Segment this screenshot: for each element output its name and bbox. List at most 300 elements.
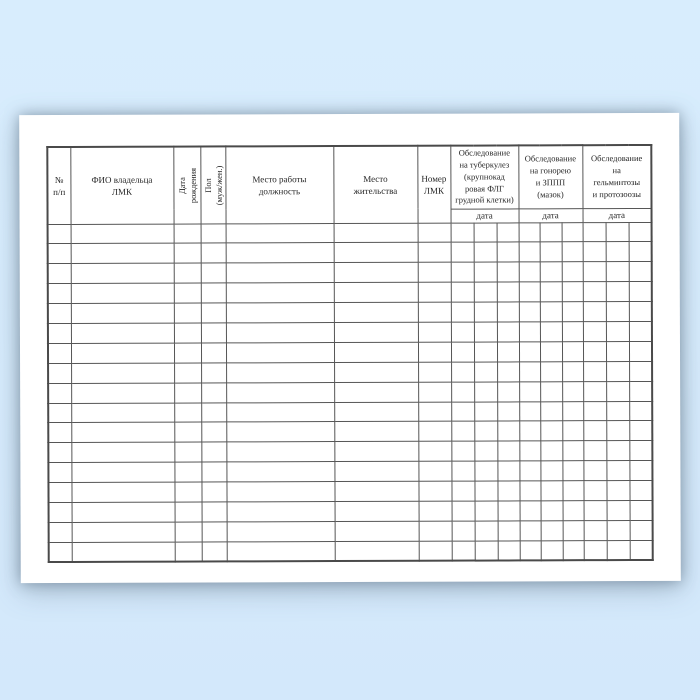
empty-cell — [540, 381, 562, 401]
table-row — [48, 461, 652, 483]
empty-cell — [541, 541, 563, 561]
empty-cell — [519, 282, 540, 302]
empty-cell — [334, 302, 418, 322]
empty-cell — [562, 262, 583, 282]
table-row — [48, 381, 652, 403]
header-gonorrhea-date: дата — [519, 208, 583, 222]
empty-cell — [71, 283, 174, 303]
empty-cell — [497, 461, 519, 481]
empty-cell — [48, 363, 71, 383]
empty-cell — [519, 381, 540, 401]
empty-cell — [583, 341, 606, 361]
empty-cell — [475, 521, 498, 541]
empty-cell — [562, 342, 583, 362]
empty-cell — [583, 361, 606, 381]
empty-cell — [226, 422, 334, 442]
empty-cell — [540, 481, 562, 501]
table-row — [48, 421, 652, 443]
empty-cell — [540, 282, 562, 302]
empty-cell — [174, 422, 201, 442]
header-birth-date — [173, 147, 200, 224]
empty-cell — [174, 303, 201, 323]
empty-cell — [606, 242, 629, 262]
table-row — [48, 222, 652, 244]
empty-cell — [227, 541, 335, 561]
empty-cell — [201, 442, 226, 462]
empty-cell — [334, 442, 418, 462]
table-body — [48, 222, 653, 562]
empty-cell — [174, 343, 201, 363]
medical-book-registry-table — [46, 144, 654, 563]
header-helminth-exam: Обследование на гельминтозы и протозоозы — [582, 145, 651, 208]
empty-cell — [174, 482, 201, 502]
empty-cell — [630, 540, 653, 560]
empty-cell — [48, 403, 71, 423]
empty-cell — [606, 262, 629, 282]
empty-cell — [607, 540, 630, 560]
empty-cell — [71, 343, 174, 363]
empty-cell — [71, 303, 174, 323]
empty-cell — [418, 422, 451, 442]
empty-cell — [629, 461, 652, 481]
table-row — [48, 282, 652, 304]
empty-cell — [335, 501, 419, 521]
empty-cell — [540, 342, 562, 362]
empty-cell — [583, 481, 606, 501]
empty-cell — [630, 520, 653, 540]
empty-cell — [519, 401, 540, 421]
empty-cell — [475, 541, 498, 561]
empty-cell — [540, 322, 562, 342]
empty-cell — [562, 421, 583, 441]
empty-cell — [452, 521, 475, 541]
table-row — [48, 321, 652, 343]
empty-cell — [630, 500, 653, 520]
empty-cell — [607, 520, 630, 540]
empty-cell — [226, 263, 334, 283]
empty-cell — [474, 222, 497, 242]
empty-cell — [334, 342, 418, 362]
empty-cell — [606, 282, 629, 302]
empty-cell — [227, 521, 335, 541]
empty-cell — [48, 343, 71, 363]
table-row — [48, 242, 652, 264]
empty-cell — [418, 302, 451, 322]
empty-cell — [451, 322, 474, 342]
empty-cell — [606, 421, 629, 441]
empty-cell — [418, 441, 451, 461]
empty-cell — [540, 421, 562, 441]
empty-cell — [497, 282, 519, 302]
empty-cell — [174, 263, 201, 283]
empty-cell — [451, 302, 474, 322]
empty-cell — [226, 442, 334, 462]
empty-cell — [452, 541, 475, 561]
empty-cell — [418, 262, 451, 282]
document-page — [19, 113, 681, 583]
empty-cell — [419, 501, 452, 521]
empty-cell — [629, 481, 652, 501]
empty-cell — [451, 282, 474, 302]
header-lmk-number: Номер ЛМК — [417, 146, 450, 223]
empty-cell — [497, 342, 519, 362]
empty-cell — [629, 421, 652, 441]
empty-cell — [474, 441, 497, 461]
empty-cell — [226, 342, 334, 362]
empty-cell — [629, 341, 652, 361]
empty-cell — [201, 283, 226, 303]
empty-cell — [71, 442, 174, 462]
empty-cell — [474, 481, 497, 501]
empty-cell — [226, 362, 334, 382]
empty-cell — [562, 282, 583, 302]
empty-cell — [474, 402, 497, 422]
empty-cell — [48, 423, 71, 443]
header-residence: Место жительства — [333, 146, 417, 223]
empty-cell — [201, 243, 226, 263]
empty-cell — [226, 462, 334, 482]
empty-cell — [71, 323, 174, 343]
empty-cell — [540, 441, 562, 461]
empty-cell — [451, 362, 474, 382]
empty-cell — [474, 342, 497, 362]
empty-cell — [71, 244, 174, 264]
empty-cell — [451, 262, 474, 282]
empty-cell — [174, 442, 201, 462]
empty-cell — [519, 302, 540, 322]
empty-cell — [201, 343, 226, 363]
empty-cell — [606, 321, 629, 341]
empty-cell — [562, 481, 583, 501]
empty-cell — [201, 323, 226, 343]
empty-cell — [451, 242, 474, 262]
empty-cell — [562, 401, 583, 421]
empty-cell — [497, 222, 519, 242]
header-tb-exam: Обследование на туберкулез (крупнокад ровая ФЛГ грудной клетки) — [450, 145, 518, 208]
header-tb-date: дата — [451, 208, 519, 222]
empty-cell — [606, 222, 629, 242]
empty-cell — [606, 381, 629, 401]
empty-cell — [418, 461, 451, 481]
table-row — [48, 441, 652, 463]
empty-cell — [606, 461, 629, 481]
empty-cell — [629, 361, 652, 381]
empty-cell — [72, 522, 175, 542]
empty-cell — [334, 422, 418, 442]
empty-cell — [540, 242, 562, 262]
empty-cell — [606, 401, 629, 421]
empty-cell — [540, 461, 562, 481]
empty-cell — [584, 501, 607, 521]
empty-cell — [201, 263, 226, 283]
empty-cell — [334, 402, 418, 422]
empty-cell — [519, 342, 540, 362]
empty-cell — [418, 282, 451, 302]
empty-cell — [334, 382, 418, 402]
empty-cell — [201, 383, 226, 403]
empty-cell — [562, 322, 583, 342]
empty-cell — [497, 362, 519, 382]
empty-cell — [334, 322, 418, 342]
empty-cell — [583, 381, 606, 401]
empty-cell — [174, 403, 201, 423]
empty-cell — [72, 542, 175, 562]
empty-cell — [48, 443, 71, 463]
empty-cell — [563, 501, 584, 521]
empty-cell — [71, 363, 174, 383]
empty-cell — [334, 362, 418, 382]
table-row — [49, 540, 653, 562]
empty-cell — [474, 242, 497, 262]
header-owner-name: ФИО владельца ЛМК — [70, 147, 173, 224]
empty-cell — [519, 262, 540, 282]
empty-cell — [519, 421, 540, 441]
empty-cell — [71, 482, 174, 502]
empty-cell — [583, 262, 606, 282]
header-workplace: Место работы должность — [225, 146, 333, 223]
empty-cell — [520, 501, 541, 521]
empty-cell — [226, 402, 334, 422]
header-gonorrhea-exam: Обследование на гонорею и ЗППП (мазок) — [518, 145, 582, 208]
empty-cell — [562, 381, 583, 401]
header-sex-label: Пол (муж/жен.) — [202, 165, 224, 206]
empty-cell — [174, 283, 201, 303]
empty-cell — [474, 282, 497, 302]
empty-cell — [71, 263, 174, 283]
empty-cell — [175, 542, 202, 562]
empty-cell — [451, 382, 474, 402]
empty-cell — [629, 302, 652, 322]
empty-cell — [583, 441, 606, 461]
empty-cell — [174, 323, 201, 343]
empty-cell — [498, 501, 520, 521]
empty-cell — [519, 461, 540, 481]
empty-cell — [497, 382, 519, 402]
empty-cell — [226, 382, 334, 402]
header-row-main — [47, 145, 651, 210]
empty-cell — [497, 421, 519, 441]
empty-cell — [562, 461, 583, 481]
empty-cell — [540, 302, 562, 322]
empty-cell — [519, 362, 540, 382]
empty-cell — [583, 322, 606, 342]
empty-cell — [418, 481, 451, 501]
empty-cell — [497, 302, 519, 322]
empty-cell — [519, 441, 540, 461]
empty-cell — [174, 243, 201, 263]
empty-cell — [452, 501, 475, 521]
empty-cell — [497, 322, 519, 342]
empty-cell — [497, 481, 519, 501]
empty-cell — [451, 441, 474, 461]
empty-cell — [583, 242, 606, 262]
empty-cell — [541, 501, 563, 521]
empty-cell — [606, 361, 629, 381]
empty-cell — [451, 223, 474, 243]
empty-cell — [498, 541, 520, 561]
empty-cell — [48, 304, 71, 324]
empty-cell — [174, 462, 201, 482]
empty-cell — [497, 401, 519, 421]
empty-cell — [519, 222, 540, 242]
empty-cell — [201, 402, 226, 422]
empty-cell — [226, 303, 334, 323]
empty-cell — [629, 222, 652, 242]
empty-cell — [175, 502, 202, 522]
header-helminth-date: дата — [583, 208, 652, 222]
empty-cell — [418, 322, 451, 342]
empty-cell — [201, 303, 226, 323]
table-row — [49, 520, 653, 542]
empty-cell — [583, 302, 606, 322]
empty-cell — [418, 243, 451, 263]
empty-cell — [175, 522, 202, 542]
empty-cell — [540, 222, 562, 242]
empty-cell — [497, 441, 519, 461]
empty-cell — [334, 481, 418, 501]
empty-cell — [562, 222, 583, 242]
empty-cell — [226, 283, 334, 303]
header-birth-date-label: Дата рождения — [176, 167, 197, 203]
empty-cell — [629, 321, 652, 341]
empty-cell — [451, 461, 474, 481]
empty-cell — [540, 401, 562, 421]
table-row — [48, 262, 652, 284]
empty-cell — [451, 481, 474, 501]
empty-cell — [48, 323, 71, 343]
empty-cell — [418, 382, 451, 402]
empty-cell — [606, 341, 629, 361]
empty-cell — [48, 284, 71, 304]
empty-cell — [334, 461, 418, 481]
header-row-number: № п/п — [47, 147, 70, 224]
empty-cell — [475, 501, 498, 521]
empty-cell — [541, 521, 563, 541]
empty-cell — [201, 462, 226, 482]
empty-cell — [71, 423, 174, 443]
empty-cell — [474, 322, 497, 342]
empty-cell — [227, 502, 335, 522]
empty-cell — [540, 262, 562, 282]
empty-cell — [335, 541, 419, 561]
empty-cell — [201, 422, 226, 442]
empty-cell — [71, 383, 174, 403]
empty-cell — [451, 421, 474, 441]
empty-cell — [226, 223, 334, 243]
empty-cell — [49, 522, 72, 542]
empty-cell — [418, 342, 451, 362]
empty-cell — [451, 402, 474, 422]
empty-cell — [519, 242, 540, 262]
empty-cell — [474, 302, 497, 322]
empty-cell — [474, 461, 497, 481]
empty-cell — [48, 224, 71, 244]
empty-cell — [202, 502, 227, 522]
table-row — [48, 401, 652, 423]
empty-cell — [48, 244, 71, 264]
empty-cell — [497, 262, 519, 282]
empty-cell — [562, 441, 583, 461]
empty-cell — [418, 362, 451, 382]
empty-cell — [629, 401, 652, 421]
table-row — [48, 341, 652, 363]
empty-cell — [562, 302, 583, 322]
empty-cell — [202, 542, 227, 562]
empty-cell — [563, 521, 584, 541]
empty-cell — [584, 540, 607, 560]
empty-cell — [563, 540, 584, 560]
empty-cell — [606, 481, 629, 501]
empty-cell — [583, 401, 606, 421]
empty-cell — [334, 263, 418, 283]
empty-cell — [474, 262, 497, 282]
empty-cell — [540, 361, 562, 381]
empty-cell — [226, 482, 334, 502]
empty-cell — [607, 500, 630, 520]
table-row — [48, 361, 652, 383]
empty-cell — [520, 521, 541, 541]
empty-cell — [201, 223, 226, 243]
empty-cell — [201, 482, 226, 502]
empty-cell — [583, 222, 606, 242]
empty-cell — [334, 282, 418, 302]
empty-cell — [583, 461, 606, 481]
empty-cell — [584, 520, 607, 540]
empty-cell — [562, 361, 583, 381]
empty-cell — [474, 421, 497, 441]
empty-cell — [519, 481, 540, 501]
empty-cell — [497, 242, 519, 262]
empty-cell — [629, 282, 652, 302]
table-row — [48, 302, 652, 324]
empty-cell — [419, 541, 452, 561]
empty-cell — [174, 383, 201, 403]
empty-cell — [201, 363, 226, 383]
empty-cell — [334, 223, 418, 243]
empty-cell — [174, 224, 201, 244]
empty-cell — [606, 441, 629, 461]
empty-cell — [519, 322, 540, 342]
empty-cell — [334, 243, 418, 263]
empty-cell — [418, 223, 451, 243]
empty-cell — [226, 323, 334, 343]
empty-cell — [629, 242, 652, 262]
empty-cell — [49, 502, 72, 522]
empty-cell — [71, 462, 174, 482]
empty-cell — [71, 224, 174, 244]
empty-cell — [418, 402, 451, 422]
empty-cell — [419, 521, 452, 541]
empty-cell — [498, 521, 520, 541]
empty-cell — [474, 362, 497, 382]
table-row — [49, 500, 653, 522]
empty-cell — [202, 522, 227, 542]
table-header — [47, 145, 651, 224]
empty-cell — [71, 403, 174, 423]
empty-cell — [48, 483, 71, 503]
empty-cell — [520, 541, 541, 561]
header-sex — [200, 146, 225, 223]
empty-cell — [583, 421, 606, 441]
empty-cell — [629, 262, 652, 282]
empty-cell — [174, 363, 201, 383]
empty-cell — [48, 264, 71, 284]
empty-cell — [606, 302, 629, 322]
empty-cell — [49, 542, 72, 562]
empty-cell — [72, 502, 175, 522]
empty-cell — [48, 383, 71, 403]
empty-cell — [226, 243, 334, 263]
